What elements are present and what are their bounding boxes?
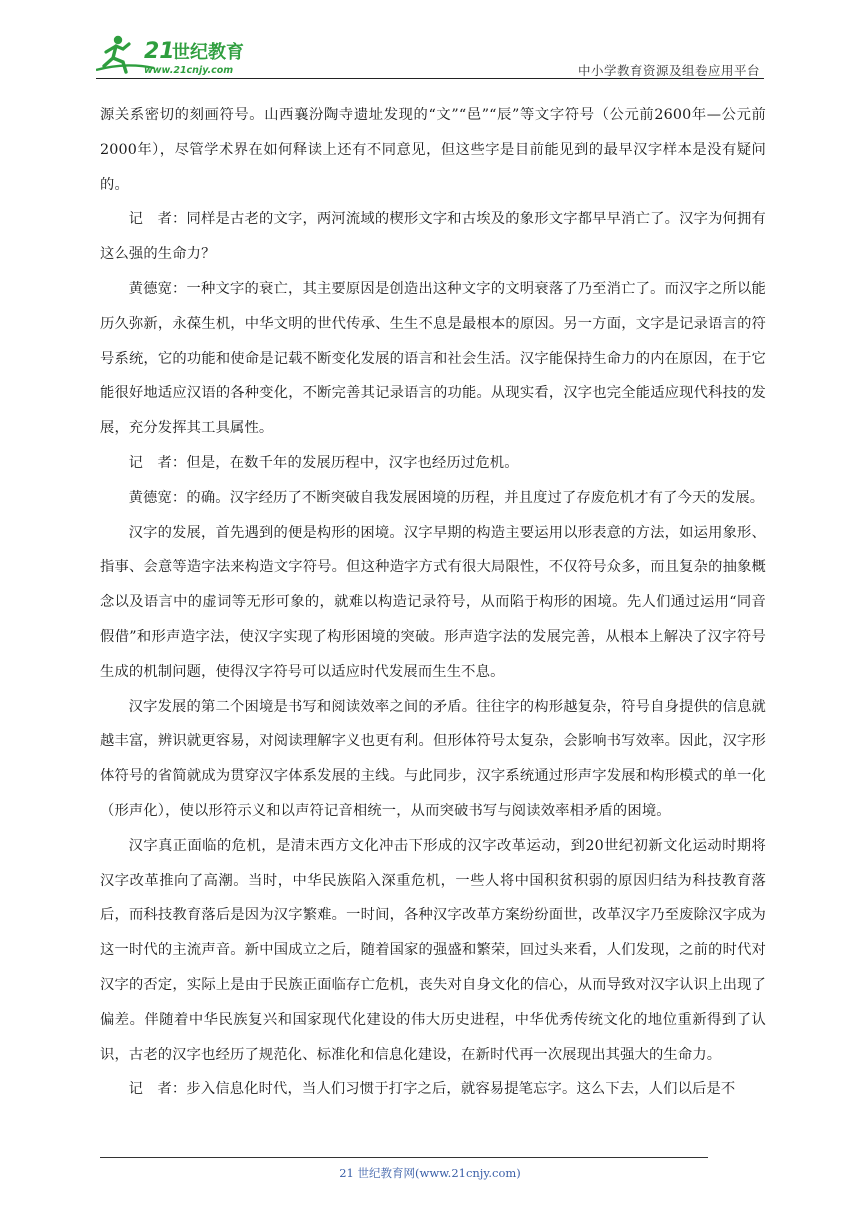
header-divider (96, 78, 764, 79)
paragraph: 汉字的发展，首先遇到的便是构形的困境。汉字早期的构造主要运用以形表意的方法，如运用象形、指事、会意等造字法来构造文字符号。但这种造字方式有很大局限性，不仅符号众多，而且复杂的抽象概念以及语言中的虚词等无形可象的，就难以构造记录符号，从而陷于构形的困境。先人们通过运用“同音假借”和形声造字法，使汉字实现了构形困境的突破。形声造字法的发展完善，从根本上解决了汉字符号生成的机制问题，使得汉字符号可以适应时代发展而生生不息。 (100, 524, 766, 680)
footer-divider (100, 1157, 708, 1158)
svg-text:世纪教育: 世纪教育 (172, 42, 244, 63)
paragraph: 汉字发展的第二个困境是书写和阅读效率之间的矛盾。往往字的构形越复杂，符号自身提供的信息就越丰富，辨识就更容易，对阅读理解字义也更有利。但形体符号太复杂，会影响书写效率。因此，汉字形体符号的省简就成为贯穿汉字体系发展的主线。与此同步，汉字系统通过形声字发展和构形模式的单一化（形声化），使以形符示义和以声符记音相统一，从而突破书写与阅读效率相矛盾的困境。 (100, 698, 766, 819)
paragraph: 源关系密切的刻画符号。山西襄汾陶寺遗址发现的“文”“邑”“辰”等文字符号（公元前2600年—公元前2000年），尽管学术界在如何释读上还有不同意见，但这些字是目前能见到的最早汉字样本是没有疑问的。 (100, 107, 766, 193)
page-header (96, 28, 764, 80)
paragraph: 记 者：同样是古老的文字，两河流域的楔形文字和古埃及的象形文字都早早消亡了。汉字为何拥有这么强的生命力？ (100, 211, 766, 263)
paragraph: 黄德宽：的确。汉字经历了不断突破自我发展困境的历程，并且度过了存废危机才有了今天的发展。 (128, 489, 765, 506)
paragraph: 记 者：步入信息化时代，当人们习惯于打字之后，就容易提笔忘字。这么下去，人们以后是不 (128, 1081, 736, 1098)
paragraph: 记 者：但是，在数千年的发展历程中，汉字也经历过危机。 (128, 454, 519, 471)
paragraph: 汉字真正面临的危机，是清末西方文化冲击下形成的汉字改革运动，到20世纪初新文化运动时期将汉字改革推向了高潮。当时，中华民族陷入深重危机，一些人将中国积贫积弱的原因归结为科技教育落后，而科技教育落后是因为汉字繁难。一时间，各种汉字改革方案纷纷面世，改革汉字乃至废除汉字成为这一时代的主流声音。新中国成立之后，随着国家的强盛和繁荣，回过头来看，人们发现，之前的时代对汉字的否定，实际上是由于民族正面临存亡危机，丧失对自身文化的信心，从而导致对汉字认识上出现了偏差。伴随着中华民族复兴和国家现代化建设的伟大历史进程，中华优秀传统文化的地位重新得到了认识，古老的汉字也经历了规范化、标准化和信息化建设，在新时代再一次展现出其强大的生命力。 (100, 837, 766, 1063)
paragraph: 黄德宽：一种文字的衰亡，其主要原因是创造出这种文字的文明衰落了乃至消亡了。而汉字之所以能历久弥新，永葆生机，中华文明的世代传承、生生不息是最根本的原因。另一方面，文字是记录语言的符号系统，它的功能和使命是记载不断变化发展的语言和社会生活。汉字能保持生命力的内在原因，在于它能很好地适应汉语的各种变化，不断完善其记录语言的功能。从现实看，汉字也完全能适应现代科技的发展，充分发挥其工具属性。 (100, 280, 766, 437)
logo-icon (96, 32, 266, 78)
svg-text:www.21cnjy.com: www.21cnjy.com (144, 65, 234, 76)
article-body (100, 98, 766, 1107)
platform-title: 中小学教育资源及组卷应用平台 (577, 63, 760, 78)
svg-text:21: 21 (144, 39, 175, 64)
page-footer: 21 世纪教育网(www.21cnjy.com) (339, 1166, 521, 1180)
